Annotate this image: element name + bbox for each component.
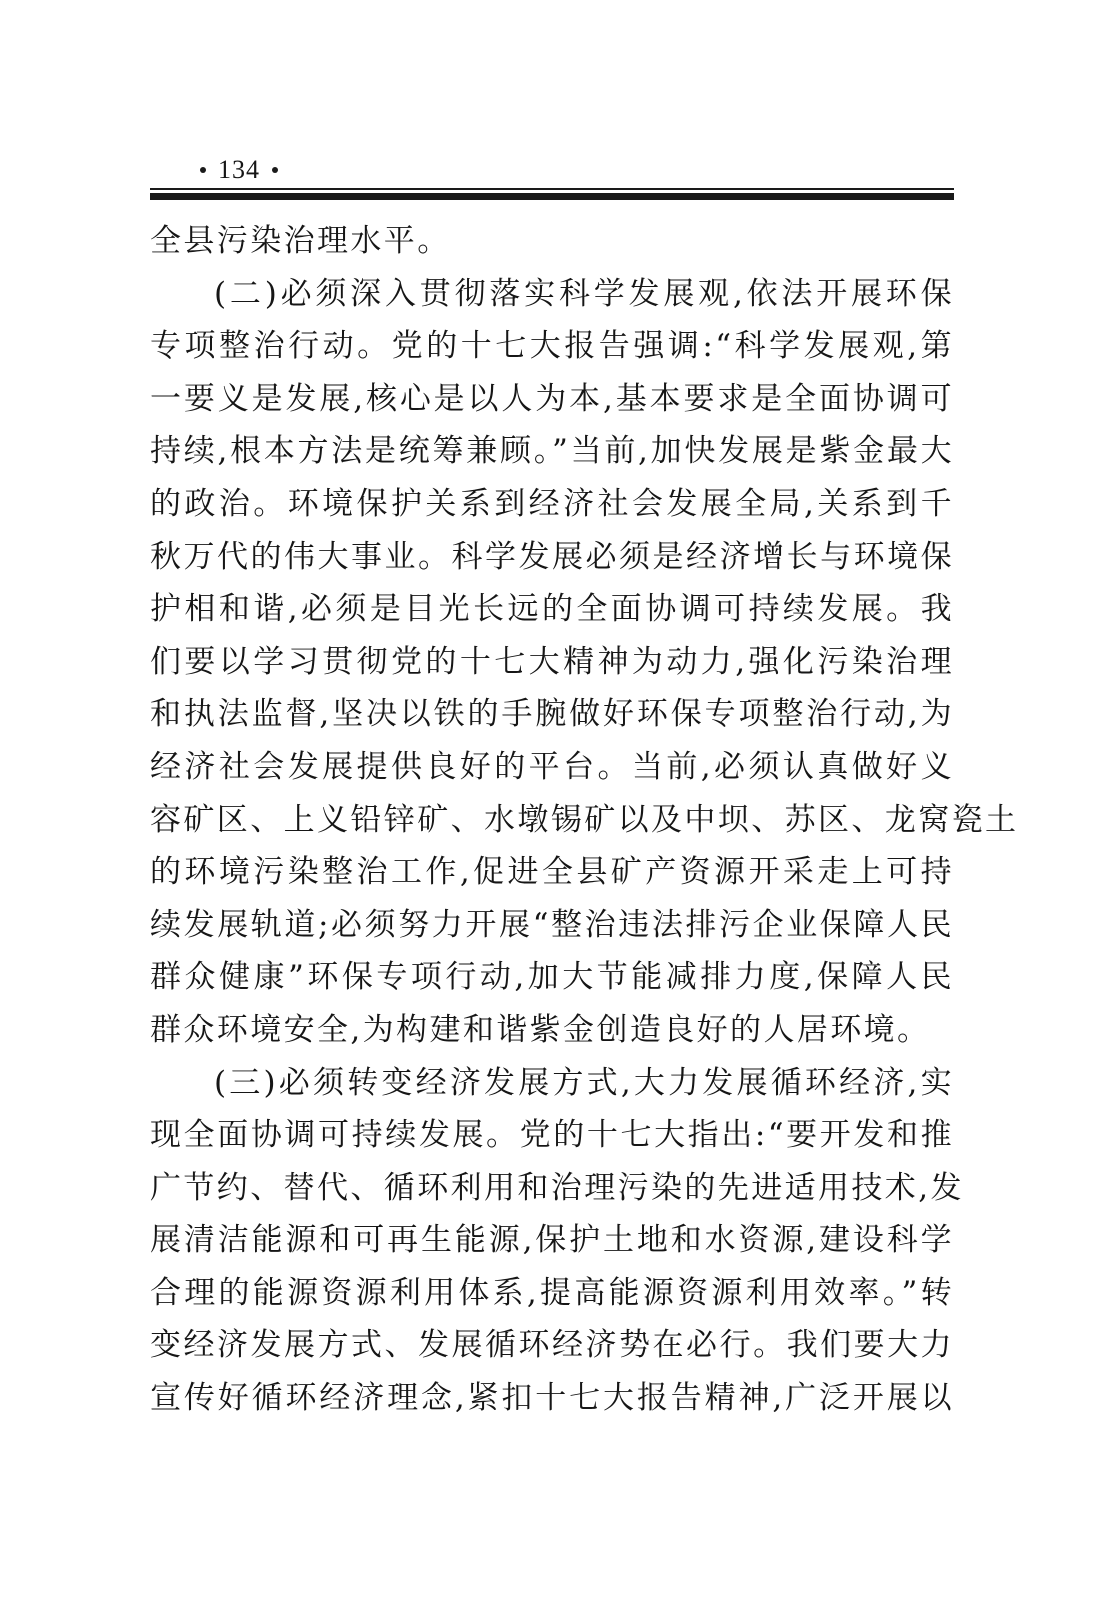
header-rule-thin xyxy=(150,188,954,190)
header-rule-thick xyxy=(150,193,954,200)
page-number-value: 134 xyxy=(218,155,260,184)
text-line: 们要以学习贯彻党的十七大精神为动力,强化污染治理 xyxy=(150,643,954,680)
body-text xyxy=(150,215,1019,1425)
text-line: 群众健康”环保专项行动,加大节能减排力度,保障人民 xyxy=(150,959,954,996)
text-line: 专项整治行动。党的十七大报告强调:“科学发展观,第 xyxy=(150,328,954,365)
page-number xyxy=(188,153,290,187)
text-line: 经济社会发展提供良好的平台。当前,必须认真做好义 xyxy=(150,748,954,785)
text-line: 容矿区、上义铅锌矿、水墩锡矿以及中坝、苏区、龙窝瓷土 xyxy=(150,801,1019,838)
bullet-dot-left xyxy=(200,167,206,173)
text-line: 的环境污染整治工作,促进全县矿产资源开采走上可持 xyxy=(150,854,954,891)
text-line: 广节约、替代、循环利用和治理污染的先进适用技术,发 xyxy=(150,1169,964,1206)
bullet-dot-right xyxy=(272,167,278,173)
text-line: 的政治。环境保护关系到经济社会发展全局,关系到千 xyxy=(150,485,954,522)
text-line: 展清洁能源和可再生能源,保护土地和水资源,建设科学 xyxy=(150,1222,954,1259)
text-line: 变经济发展方式、发展循环经济势在必行。我们要大力 xyxy=(150,1327,954,1364)
text-line: 持续,根本方法是统筹兼顾。”当前,加快发展是紫金最大 xyxy=(150,433,954,470)
text-line: 和执法监督,坚决以铁的手腕做好环保专项整治行动,为 xyxy=(150,696,954,733)
page-header xyxy=(150,150,954,208)
text-line: (二)必须深入贯彻落实科学发展观,依法开展环保 xyxy=(214,275,954,312)
text-line: 群众环境安全,为构建和谐紫金创造良好的人居环境。 xyxy=(150,1011,931,1048)
text-line: 秋万代的伟大事业。科学发展必须是经济增长与环境保 xyxy=(150,538,954,575)
text-line: 续发展轨道;必须努力开展“整治违法排污企业保障人民 xyxy=(150,906,954,943)
text-line: (三)必须转变经济发展方式,大力发展循环经济,实 xyxy=(214,1064,954,1101)
text-line: 宣传好循环经济理念,紧扣十七大报告精神,广泛开展以 xyxy=(150,1380,954,1417)
text-line: 全县污染治理水平。 xyxy=(150,223,451,259)
text-line: 现全面协调可持续发展。党的十七大指出:“要开发和推 xyxy=(150,1117,954,1154)
text-line: 一要义是发展,核心是以人为本,基本要求是全面协调可 xyxy=(150,380,954,417)
text-line: 合理的能源资源利用体系,提高能源资源利用效率。”转 xyxy=(150,1274,954,1311)
text-line: 护相和谐,必须是目光长远的全面协调可持续发展。我 xyxy=(150,591,954,628)
